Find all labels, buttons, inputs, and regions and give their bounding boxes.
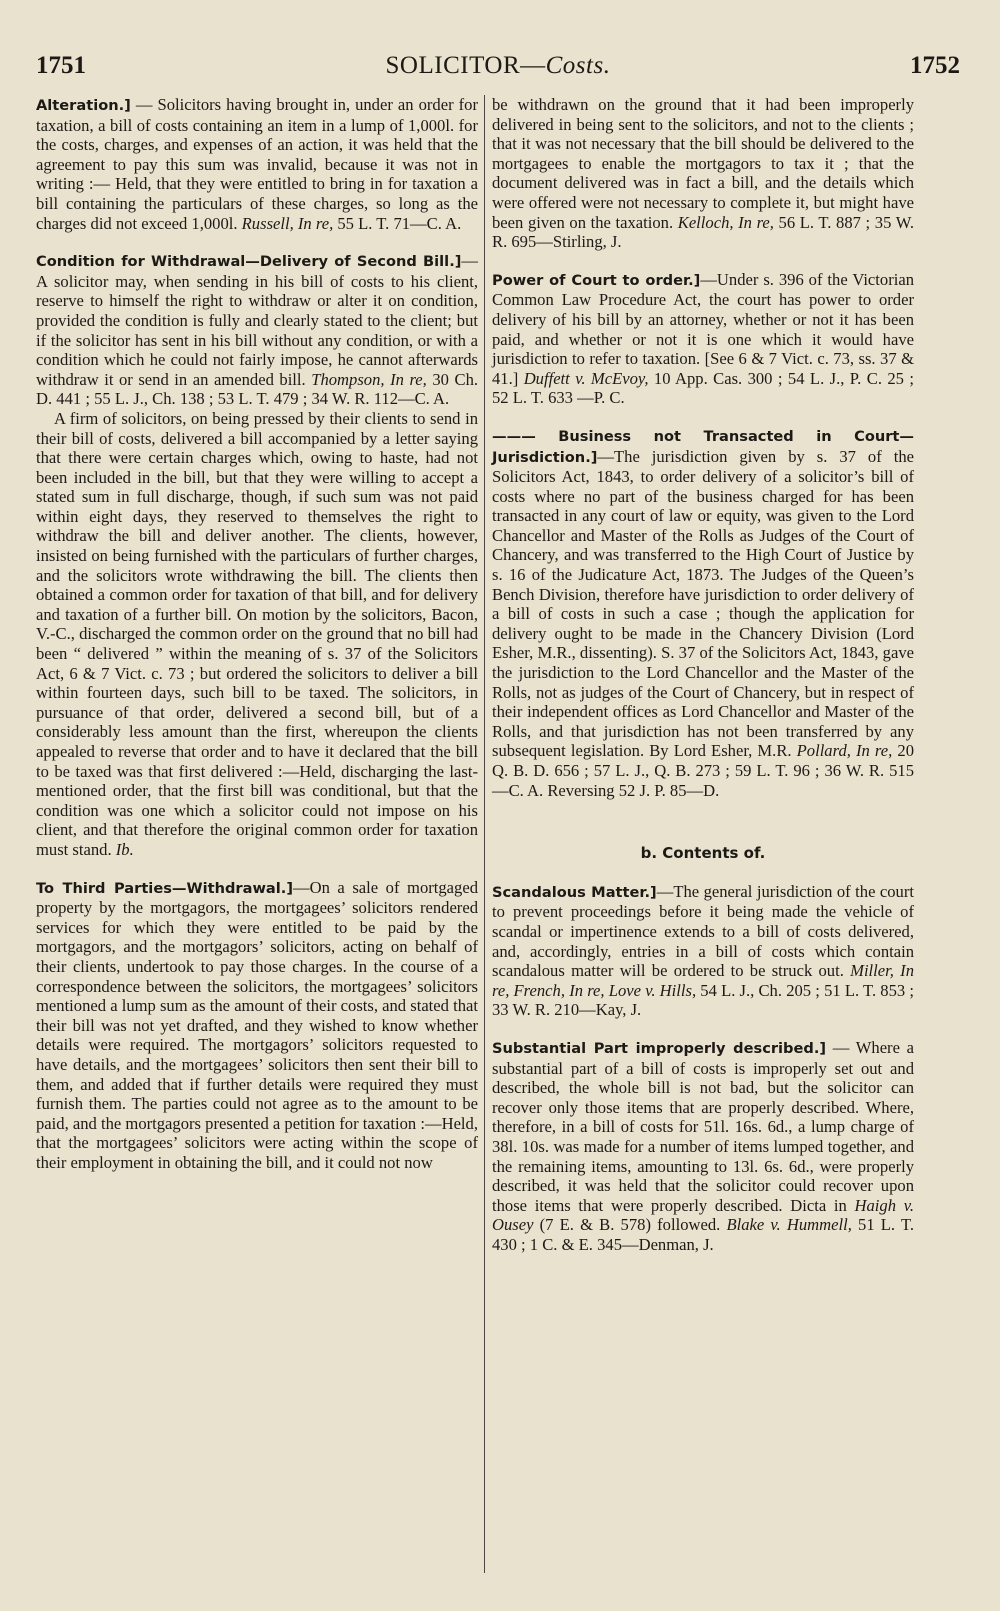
paragraph-heading: Scandalous Matter.] [492, 883, 657, 901]
paragraph-heading: Alteration.] [36, 97, 131, 114]
citation-reference: 30 Ch. D. 441 ; 55 L. J., Ch. 138 ; 53 L. T. 479 ; 34 W. R. 112—C. A. [36, 369, 479, 409]
paragraph-heading: Power of Court to order.] [492, 271, 701, 289]
paragraph-heading: To Third Parties—Withdrawal.] [36, 879, 293, 897]
paragraph-text: A firm of solicitors, on being pressed by their clients to send in their bill of costs, delivered a bill accompanied by a letter saying that there were certain charges which, owing to haste, had not been included in the bill, but that they were willing to accept a stated sum in full discharge, though, if such sum was not paid within eight days, they reserved to themselves the right to withdraw the bill and deliver another. The clients, however, insisted on being furnished with the particulars of further charges, and the solicitors wrote withdrawing the bill. The clients then obtained a common order for taxation of that bill, and for delivery and taxation of a further bill. On motion by the solicitors, Bacon, V.-C., discharged the common order on the ground that no bill had been “ delivered ” within the meaning of s. 37 of the Solicitors Act, 6 & 7 Vict. c. 73 ; but ordered the solicitors to deliver a bill within fourteen days, such bill to be taxed. The solicitors, in pursuance of that order, delivered a second bill, but of a considerably less amount than the first, whereupon the clients appealed to reverse that order and to have it declared that the bill to be taxed was that first delivered :—Held, discharging the last-mentioned order, that the first bill was conditional, but that the condition was one which a solicitor could not impose on his client, and that therefore the original common order for taxation must stand. [36, 408, 478, 859]
case-citation: Kelloch, In re, [677, 212, 774, 232]
paragraph-condition-withdrawal [36, 251, 478, 409]
running-title-main: SOLICITOR— [385, 52, 546, 79]
case-citation: Thompson, In re, [311, 369, 427, 389]
paragraph-scandalous-matter [492, 882, 914, 1020]
citation-reference: 10 App. Cas. 300 ; 54 L. J., P. C. 25 ; 52 L. T. 633 —P. C. [492, 368, 914, 408]
paragraph-alteration [36, 95, 478, 233]
case-citation: Blake v. Hummell, [726, 1215, 852, 1235]
citation-reference: 56 L. T. 887 ; 35 W. R. 695—Stirling, J. [492, 212, 914, 252]
left-column [36, 95, 478, 1172]
paragraph-business-not-transacted [492, 426, 914, 800]
citation-reference: 20 Q. B. D. 656 ; 57 L. J., Q. B. 273 ; 59 L. T. 96 ; 36 W. R. 515—C. A. Reversing 52 J. P. 85—D. [492, 741, 914, 800]
paragraph-text: — Where a substantial part of a bill of costs is improperly set out and described, the whole bill is not bad, but the solicitor can recover only those items that are properly described. Where, therefore, in a bill of costs for 51l. 16s. 6d., a lump charge of 38l. 10s. was made for a number of items lumped together, and the remaining items, amounting to 13l. 6s. 6d., were properly described, it was held that the solicitor could recover upon those items that were properly described. Dicta in [492, 1037, 914, 1215]
paragraph-text: —Under s. 396 of the Victorian Common Law Procedure Act, the court has power to order delivery of his bill by an attorney, whether or not it has been paid, and whether or not it is one which it would have jurisdiction to refer to taxation. [See 6 & 7 Vict. c. 73, ss. 37 & 41.] [492, 269, 914, 388]
paragraph-heading: Condition for Withdrawal—Delivery of Second Bill.] [36, 253, 462, 271]
page-number-left: 1751 [36, 52, 86, 79]
paragraph-text: —The jurisdiction given by s. 37 of the Solicitors Act, 1843, to order delivery of a solicitor’s bill of costs where no part of the business charged for has been transacted in any court of law or equity, was given to the Lord Chancellor and Master of the Rolls as Judges of the Court of Chancery, and was transferred to the High Court of Justice by s. 16 of the Judicature Act, 1873. The Judges of the Queen’s Bench Division, therefore have jurisdiction to order delivery of a bill of costs in such a case ; though the application for delivery ought to be made in the Chancery Division (Lord Esher, M.R., dissenting). S. 37 of the Solicitors Act, 1843, gave the jurisdiction to the Lord Chancellor and the Master of the Rolls, not as judges of the Court of Chancery, but in respect of their independent offices as Lord Chancellor and Master of the Rolls, and that jurisdiction has not been transferred by any subsequent legislation. By Lord Esher, M.R. [492, 446, 914, 761]
citation-reference: 55 L. T. 71—C. A. [333, 213, 462, 233]
case-citation: Russell, In re, [241, 213, 334, 233]
paragraph-text: — Solicitors having brought in, under an order for taxation, a bill of costs containing an item in a lump of 1,000l. for the costs, charges, and expenses of an action, it was held that the agreement to pay this sum was invalid, because it was not in writing :— Held, that they were entitled to bring in for taxation a bill containing the particulars of these charges, so long as the charges did not exceed 1,000l. [36, 95, 478, 233]
citation-reference: 54 L. J., Ch. 205 ; 51 L. T. 853 ; 33 W. R. 210—Kay, J. [492, 980, 914, 1020]
paragraph-text: —A solicitor may, when sending in his bill of costs to his client, reserve to himself the right to withdraw or alter it on condition, provided the condition is fully and clearly stated to the client; but if the solicitor has sent in his bill without any condition, or with a condition which he could not fairly impose, he cannot afterwards withdraw it or send in an amended bill. [36, 251, 478, 389]
paragraph-heading: Substantial Part improperly described.] [492, 1039, 827, 1057]
column-divider [484, 95, 485, 1573]
paragraph-continuation [492, 95, 914, 252]
paragraph-heading: ——— Business not Transacted in Court—Jurisdiction.] [492, 427, 914, 466]
case-citation: Ib. [115, 839, 134, 859]
citation-reference: (7 E. & B. 578) followed. [533, 1215, 727, 1235]
running-header [36, 52, 960, 86]
case-citation: Miller, In re, French, In re, Love v. Hills, [492, 961, 914, 1000]
paragraph-power-of-court [492, 270, 914, 408]
running-title-italic: Costs. [545, 52, 611, 79]
paragraph-text: —The general jurisdiction of the court to prevent proceedings before it being made the vehicle of scandal or impertinence extends to a bill of costs delivered, and, accordingly, entries in a bill of costs which contain scandalous matter will be ordered to be struck out. [492, 881, 914, 981]
right-column [492, 95, 914, 1254]
case-citation: Haigh v. Ousey [492, 1195, 914, 1235]
case-citation: Duffett v. McEvoy, [523, 368, 649, 388]
citation-reference: 51 L. T. 430 ; 1 C. & E. 345—Denman, J. [492, 1215, 915, 1254]
paragraph-firm-of-solicitors [36, 409, 478, 860]
paragraph-text: —On a sale of mortgaged property by the mortgagors, the mortgagees’ solicitors rendered services for which they were entitled to be paid by the mortgagors, and the mortgagors’ solicitors, acting on behalf of their clients, undertook to pay those charges. In the course of a correspondence between the solicitors, the mortgagees’ solicitors mentioned a lump sum as the amount of their costs, and stated that their bill was not yet drafted, and they wished to know whether details were required. The mortgagors’ solicitors requested to have details, and the mortgagees’ solicitors then sent their bill to them, and added that if further details were required they must furnish them. The parties could not agree as to the amount to be paid, and the mortgagors presented a petition for taxation :—Held, that the mortgagees’ solicitors were acting within the scope of their employment in obtaining the bill, and it could not now [36, 877, 478, 1172]
paragraph-substantial-part [492, 1038, 914, 1255]
paragraph-text: be withdrawn on the ground that it had been improperly delivered in being sent to the solicitors, and not to the clients ; that it was not necessary that the bill should be delivered to the mortgagees to enable the mortgagors to tax it ; that the document delivered was in fact a bill, and the details which were offered were not necessary to complete it, but might have been given on the taxation. [492, 95, 914, 232]
section-title: b. Contents of. [640, 844, 766, 863]
page-number-right: 1752 [910, 52, 960, 79]
running-title [36, 52, 960, 80]
case-citation: Pollard, In re, [796, 741, 893, 761]
paragraph-third-parties [36, 878, 478, 1173]
